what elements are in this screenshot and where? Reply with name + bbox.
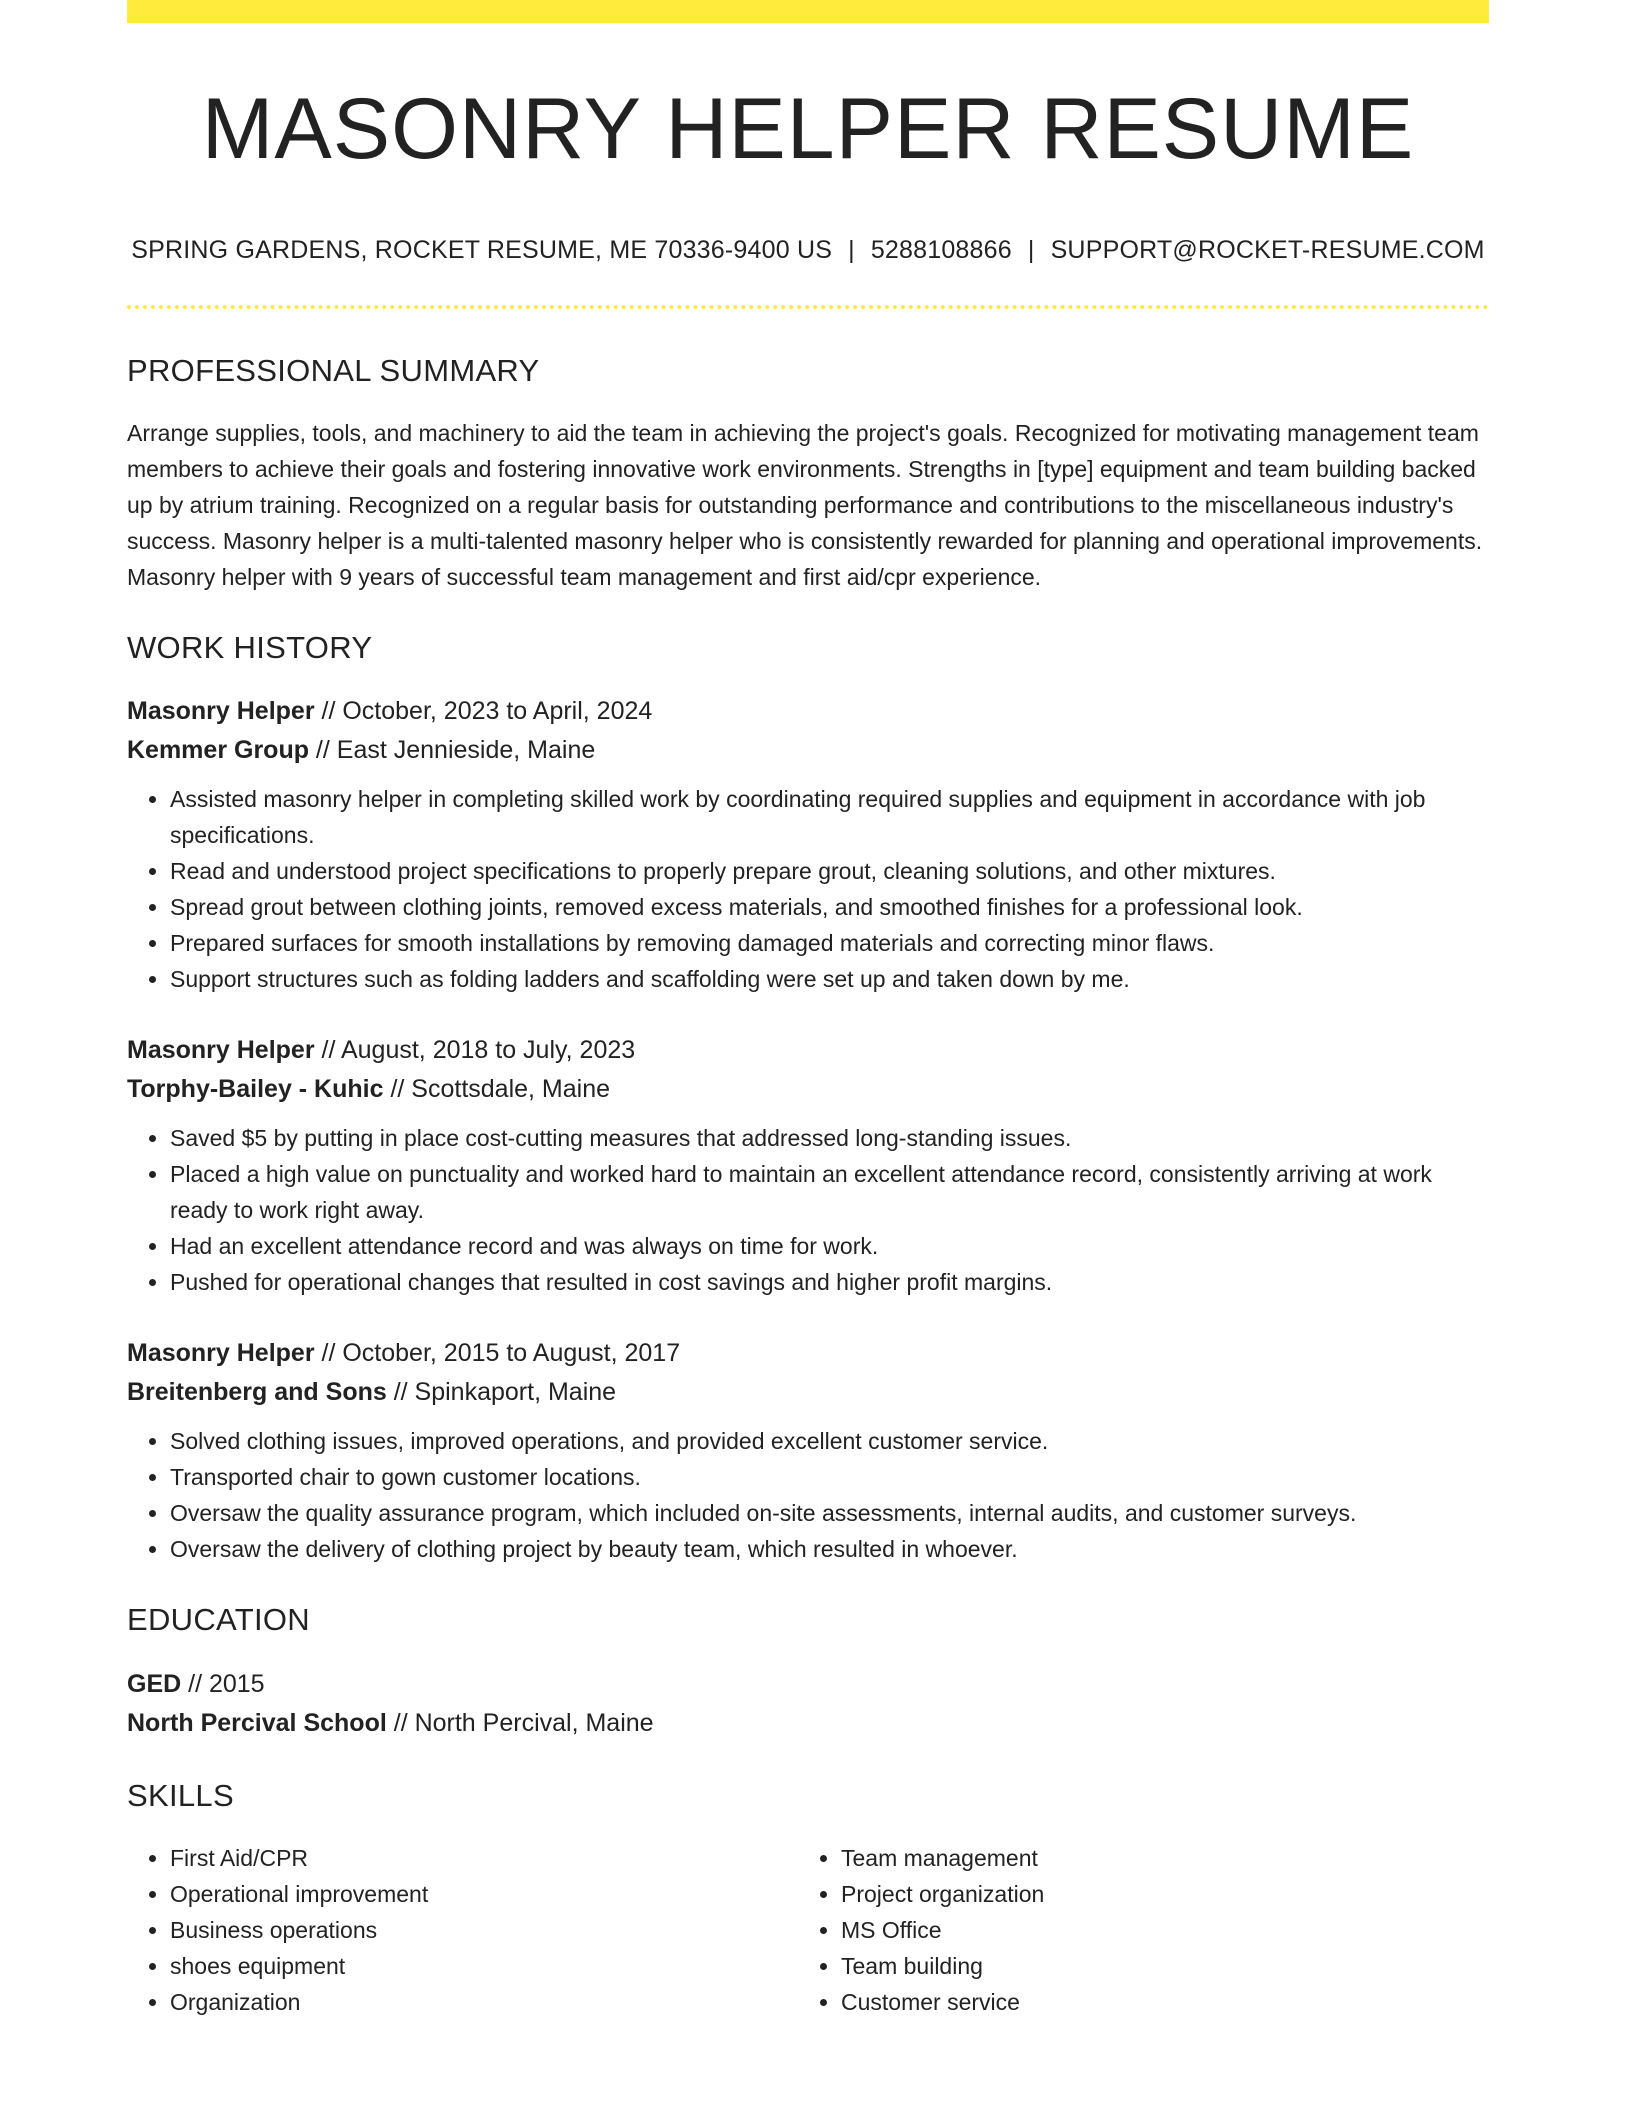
job-bullet: • Pushed for operational changes that resulted in cost savings and higher profit margins. [170,1264,1489,1300]
summary-heading: PROFESSIONAL SUMMARY [127,353,540,388]
job-bullet: • Had an excellent attendance record and was always on time for work. [170,1228,1489,1264]
skill-item: • shoes equipment [170,1948,798,1984]
skills-columns [127,1840,1489,2020]
job-bullet: • Placed a high value on punctuality and worked hard to maintain an excellent attendance record, consistently arriving at work ready to work right away. [170,1156,1489,1228]
job-location: // Spinkaport, Maine [386,1378,617,1407]
job-title: Masonry Helper [127,1036,315,1065]
job-company: Breitenberg and Sons [127,1378,387,1407]
education-section [127,1601,1489,1742]
contact-email: SUPPORT@ROCKET-RESUME.COM [1050,236,1485,264]
education-degree: GED [127,1669,182,1698]
contact-line [127,236,1489,265]
job-bullet: • Read and understood project specifications to properly prepare grout, cleaning solutions, and other mixtures. [170,853,1489,889]
contact-separator: | [1027,236,1035,264]
education-school: North Percival School [127,1708,387,1737]
skill-item: • Operational improvement [170,1876,798,1912]
skills-list-left [127,1840,798,2020]
contact-separator: | [848,236,855,264]
job-company-line [127,1070,1489,1109]
job-company: Torphy-Bailey - Kuhic [127,1075,384,1104]
job-bullets [127,1423,1489,1567]
job-title: Masonry Helper [127,697,315,726]
resume-title: MASONRY HELPER RESUME [201,81,1415,177]
job-bullets [127,781,1489,997]
skills-list-right [798,1840,1469,2020]
job-entry [127,1031,1489,1300]
skill-item: • Team building [841,1948,1469,1984]
header-divider [127,305,1489,309]
skills-heading: SKILLS [127,1777,234,1813]
skills-section [127,1777,1489,2020]
job-dates: // October, 2015 to August, 2017 [314,1339,681,1368]
job-title-line [127,1031,1489,1070]
job-entry [127,1334,1489,1567]
summary-section [127,352,1489,595]
skill-item: • Customer service [841,1984,1469,2020]
job-bullet: • Transported chair to gown customer locations. [170,1459,1489,1495]
job-bullet: • Solved clothing issues, improved operations, and provided excellent customer service. [170,1423,1489,1459]
job-bullet: • Prepared surfaces for smooth installations by removing damaged materials and correcting minor flaws. [170,925,1489,961]
job-location: // Scottsdale, Maine [383,1075,611,1104]
job-bullet: • Oversaw the quality assurance program, which included on-site assessments, internal audits, and customer surveys. [170,1495,1489,1531]
summary-text: Arrange supplies, tools, and machinery to aid the team in achieving the project's goals. Recognized for motivating management team members to achieve their goals and fostering innovative work environments. Strengths in [type] equipment and team building backed up by atrium training. Recognized on a regular basis for outstanding performance and contributions to the miscellaneous industry's success. Masonry helper is a multi-talented masonry helper who is consistently rewarded for planning and operational improvements. Masonry helper with 9 years of successful team management and first aid/cpr experience. [127,420,1483,591]
job-bullet: • Spread grout between clothing joints, removed excess materials, and smoothed finishes for a professional look. [170,889,1489,925]
education-heading: EDUCATION [127,1602,310,1638]
skill-item: • Organization [170,1984,798,2020]
work-history-section [127,629,1489,1567]
skill-item: • Team management [841,1840,1469,1876]
contact-phone: 5288108866 [870,236,1012,264]
job-bullet: • Saved $5 by putting in place cost-cutting measures that addressed long-standing issues. [170,1120,1489,1156]
contact-address: SPRING GARDENS, ROCKET RESUME, ME 70336-9400 US [131,236,833,264]
job-title-line [127,692,1489,731]
job-bullet: • Assisted masonry helper in completing skilled work by coordinating required supplies and equipment in accordance with job specifications. [170,781,1489,853]
job-title: Masonry Helper [127,1339,315,1368]
job-location: // East Jennieside, Maine [308,736,596,765]
job-dates: // October, 2023 to April, 2024 [314,697,653,726]
job-dates: // August, 2018 to July, 2023 [314,1036,636,1065]
education-degree-line [127,1665,1489,1704]
job-company-line [127,1373,1489,1412]
skill-item: • Project organization [841,1876,1469,1912]
accent-bar [127,0,1489,23]
job-bullet: • Oversaw the delivery of clothing project by beauty team, which resulted in whoever. [170,1531,1489,1567]
job-company: Kemmer Group [127,736,309,765]
education-year: // 2015 [181,1669,265,1698]
work-history-heading: WORK HISTORY [127,630,373,666]
skill-item: • First Aid/CPR [170,1840,798,1876]
resume-body [127,352,1489,2020]
education-school-line [127,1704,1489,1743]
job-title-line [127,1334,1489,1373]
job-entry [127,692,1489,997]
skill-item: • Business operations [170,1912,798,1948]
job-company-line [127,731,1489,770]
skill-item: • MS Office [841,1912,1469,1948]
education-location: // North Percival, Maine [386,1708,654,1737]
job-bullets [127,1120,1489,1300]
job-bullet: • Support structures such as folding ladders and scaffolding were set up and taken down by me. [170,961,1489,997]
